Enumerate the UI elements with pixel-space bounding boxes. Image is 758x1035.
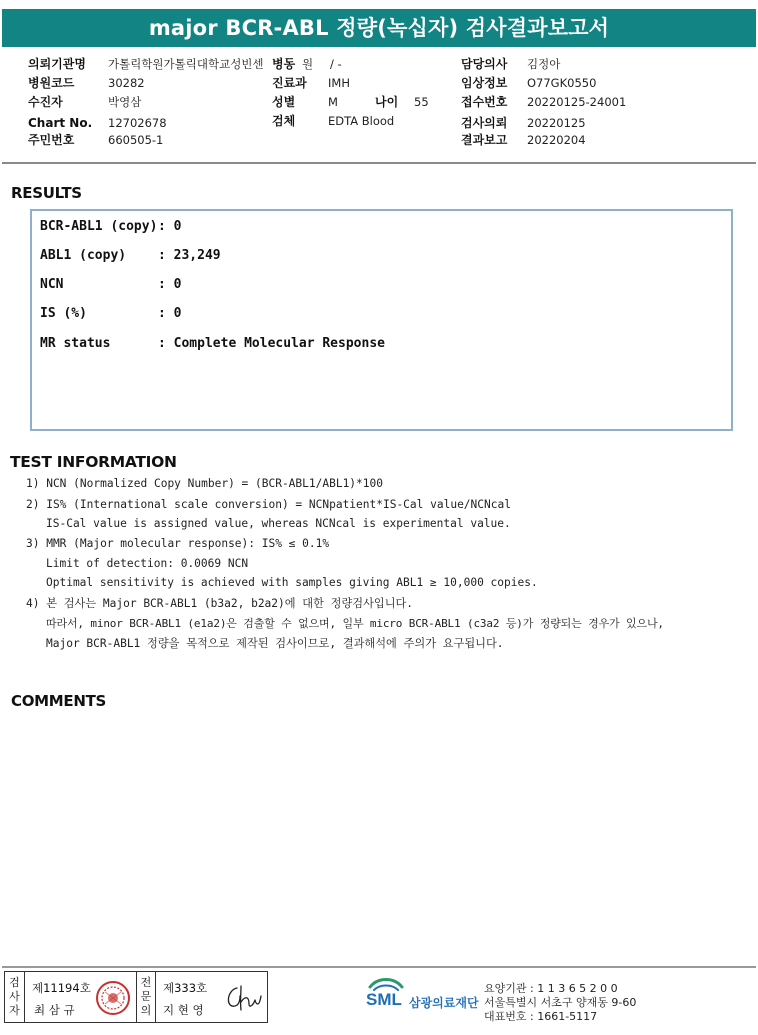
clinical-info: O77GK0550	[527, 76, 597, 90]
report-title: major BCR-ABL 정량(녹십자) 검사결과보고서	[2, 9, 756, 47]
info-line-2: 2) IS% (International scale conversion) = NCNpatient*IS-Cal value/NCNcal	[26, 498, 511, 511]
department-label: 진료과	[272, 76, 307, 90]
result-label-mr-status: MR status	[40, 336, 111, 351]
hospital-code-label: 병원코드	[28, 76, 75, 90]
result-value-abl1: : 23,249	[158, 248, 221, 263]
specimen-label: 검체	[272, 114, 296, 128]
signature-box	[4, 971, 268, 1023]
comments-title: COMMENTS	[11, 692, 107, 710]
reviewer-label-char-1: 전	[140, 976, 152, 989]
ward-label: 병동	[272, 57, 296, 71]
chart-no: 12702678	[108, 116, 167, 130]
phone-number: 대표번호 : 1661-5117	[484, 1010, 598, 1023]
specimen: EDTA Blood	[328, 114, 395, 128]
request-date-label: 검사의뢰	[461, 116, 508, 130]
report-date: 20220204	[527, 133, 586, 147]
ward-rest: 원	[302, 57, 314, 71]
requesting-institution: 가톨릭학원가톨릭대학교성빈센	[108, 57, 264, 71]
receipt-no-label: 접수번호	[461, 95, 508, 109]
institution-number: 요양기관 : 1 1 3 6 5 2 0 0	[484, 982, 618, 995]
age: 55	[414, 95, 429, 109]
info-line-5: Limit of detection: 0.0069 NCN	[46, 557, 249, 570]
department: IMH	[328, 76, 350, 90]
chart-no-label: Chart No.	[28, 116, 93, 130]
examiner-name: 최 삼 규	[34, 1003, 75, 1017]
header-divider	[2, 162, 756, 164]
result-label-abl1: ABL1 (copy)	[40, 248, 127, 263]
info-line-1: 1) NCN (Normalized Copy Number) = (BCR-ABL1/ABL1)*100	[26, 477, 383, 490]
report-date-label: 결과보고	[461, 133, 508, 147]
info-line-9: Major BCR-ABL1 정량을 목적으로 제작된 검사이므로, 결과해석에 주의가 요구됩니다.	[46, 637, 504, 650]
patient-label: 수진자	[28, 95, 63, 109]
info-line-4: 3) MMR (Major molecular response): IS% ≤ 0.1%	[26, 537, 330, 550]
info-line-8: 따라서, minor BCR-ABL1 (e1a2)은 검출할 수 없으며, 일부 micro BCR-ABL1 (c3a2 등)가 정량되는 경우가 있으나,	[46, 617, 664, 630]
result-value-is: : 0	[158, 306, 182, 321]
test-information-title: TEST INFORMATION	[10, 453, 177, 471]
reviewer-license: 제333호	[163, 981, 208, 995]
age-label: 나이	[375, 95, 399, 109]
reviewer-label-char-3: 의	[140, 1004, 152, 1017]
requesting-institution-label: 의뢰기관명	[28, 57, 86, 71]
seal-stamp-icon	[95, 980, 131, 1016]
examiner-label-char-3: 자	[9, 1004, 20, 1017]
footer-divider	[2, 966, 756, 968]
sml-logo-text: SML	[366, 990, 402, 1009]
result-label-ncn: NCN	[40, 277, 64, 292]
org-name: 삼광의료재단	[409, 996, 479, 1010]
results-section-title: RESULTS	[11, 184, 82, 202]
info-line-3: IS-Cal value is assigned value, whereas NCNcal is experimental value.	[46, 517, 511, 530]
signature-icon	[223, 982, 263, 1014]
hospital-code: 30282	[108, 76, 145, 90]
sex-label: 성별	[272, 95, 296, 109]
sex: M	[328, 95, 338, 109]
result-value-mr-status: : Complete Molecular Response	[158, 336, 385, 351]
id-no: 660505-1	[108, 133, 164, 147]
clinical-info-label: 임상정보	[461, 76, 508, 90]
reviewer-label-char-2: 문	[140, 990, 152, 1003]
reviewer-name: 지 현 영	[163, 1003, 204, 1017]
info-line-7: 4) 본 검사는 Major BCR-ABL1 (b3a2, b2a2)에 대한 정량검사입니다.	[26, 597, 414, 610]
physician-label: 담당의사	[461, 57, 508, 71]
result-value-ncn: : 0	[158, 277, 182, 292]
examiner-label	[5, 972, 25, 1022]
examiner-label-char-1: 검	[9, 976, 20, 989]
reviewer-label	[136, 972, 156, 1022]
request-date: 20220125	[527, 116, 586, 130]
patient-name: 박영삼	[108, 95, 142, 109]
physician: 김정아	[527, 57, 561, 71]
result-label-bcr-abl1: BCR-ABL1 (copy)	[40, 219, 158, 234]
result-value-bcr-abl1: : 0	[158, 219, 182, 234]
receipt-no: 20220125-24001	[527, 95, 627, 109]
examiner-label-char-2: 사	[9, 990, 20, 1003]
id-no-label: 주민번호	[28, 133, 75, 147]
address: 서울특별시 서초구 양재동 9-60	[484, 996, 637, 1009]
examiner-license: 제11194호	[32, 981, 91, 995]
ward-value: / -	[330, 57, 342, 71]
info-line-6: Optimal sensitivity is achieved with samples giving ABL1 ≥ 10,000 copies.	[46, 576, 538, 589]
result-label-is: IS (%)	[40, 306, 87, 321]
results-box	[30, 209, 733, 431]
